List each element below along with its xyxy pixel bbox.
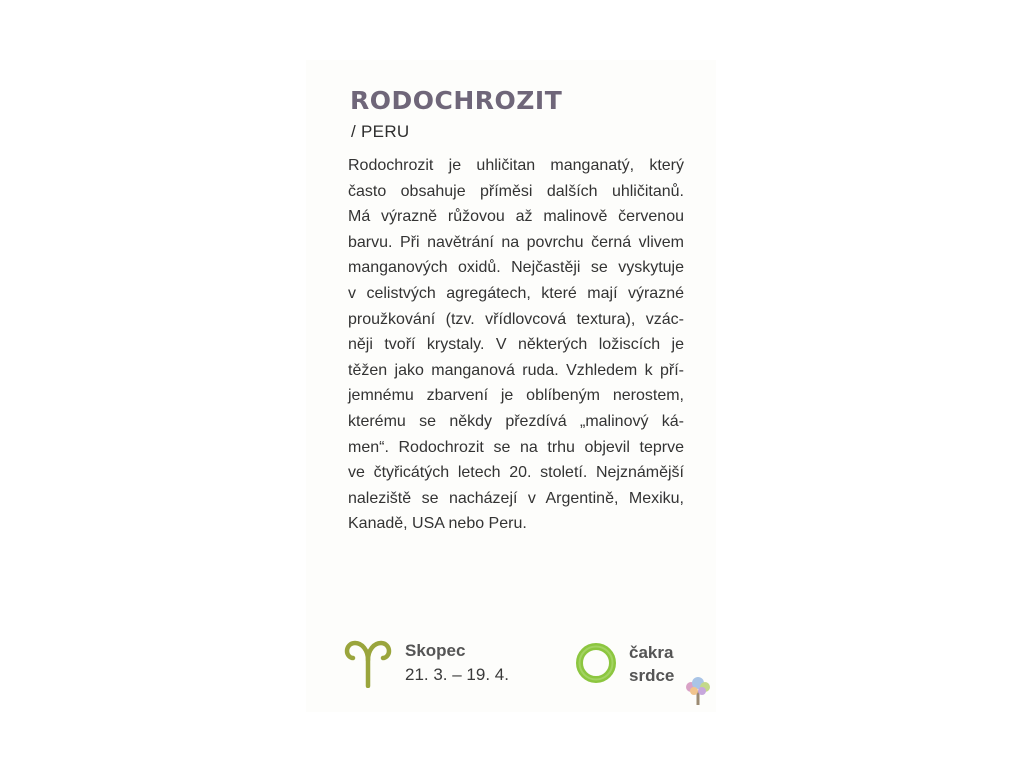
description-line: manganových oxidů. Nejčastěji se vyskytuje [348,259,684,277]
chakra-label-line1: čakra [629,643,674,662]
description-line: Rodochrozit je uhličitan manganatý, který [348,157,684,174]
zodiac-sign-dates: 21. 3. – 19. 4. [405,665,509,684]
description-line: v celistvých agregátech, které mají výrazné [348,284,684,302]
description-line: barvu. Při navětrání na povrchu černá vlivem [348,233,684,251]
mineral-title: RODOCHROZIT [350,86,563,115]
aries-icon [344,638,392,688]
description-line: jemnému zbarvení je oblíbeným nerostem, [348,387,684,405]
chakra-label-line2: srdce [629,666,675,685]
description-text [348,153,684,537]
description-line: men“. Rodochrozit se na trhu objevil teprve [348,438,684,456]
description-line: Má výrazně růžovou až malinově červenou [348,208,684,226]
description-line: kterému se někdy přezdívá „malinový ká- [348,412,684,430]
tree-logo-icon [682,676,714,706]
description-line: ve čtyřicátých letech 20. století. Nejznámější [348,464,684,482]
heart-chakra-ring-icon [574,641,618,685]
mineral-origin: / PERU [351,122,410,141]
description-line: proužkování (tzv. vřídlovcová textura), vzác- [348,310,684,328]
zodiac-sign-name: Skopec [405,641,466,660]
description-line: těžen jako manganová ruda. Vzhledem k pří- [348,361,684,379]
chakra-label [629,641,674,687]
description-line: něji tvoří krystaly. V některých ložiscích je [348,336,684,354]
description-line: Kanadě, USA nebo Peru. [348,515,527,533]
description-line: často obsahuje příměsi dalších uhličitanů. [348,182,684,200]
description-line: naleziště se nacházejí v Argentině, Mexiku, [348,489,684,507]
